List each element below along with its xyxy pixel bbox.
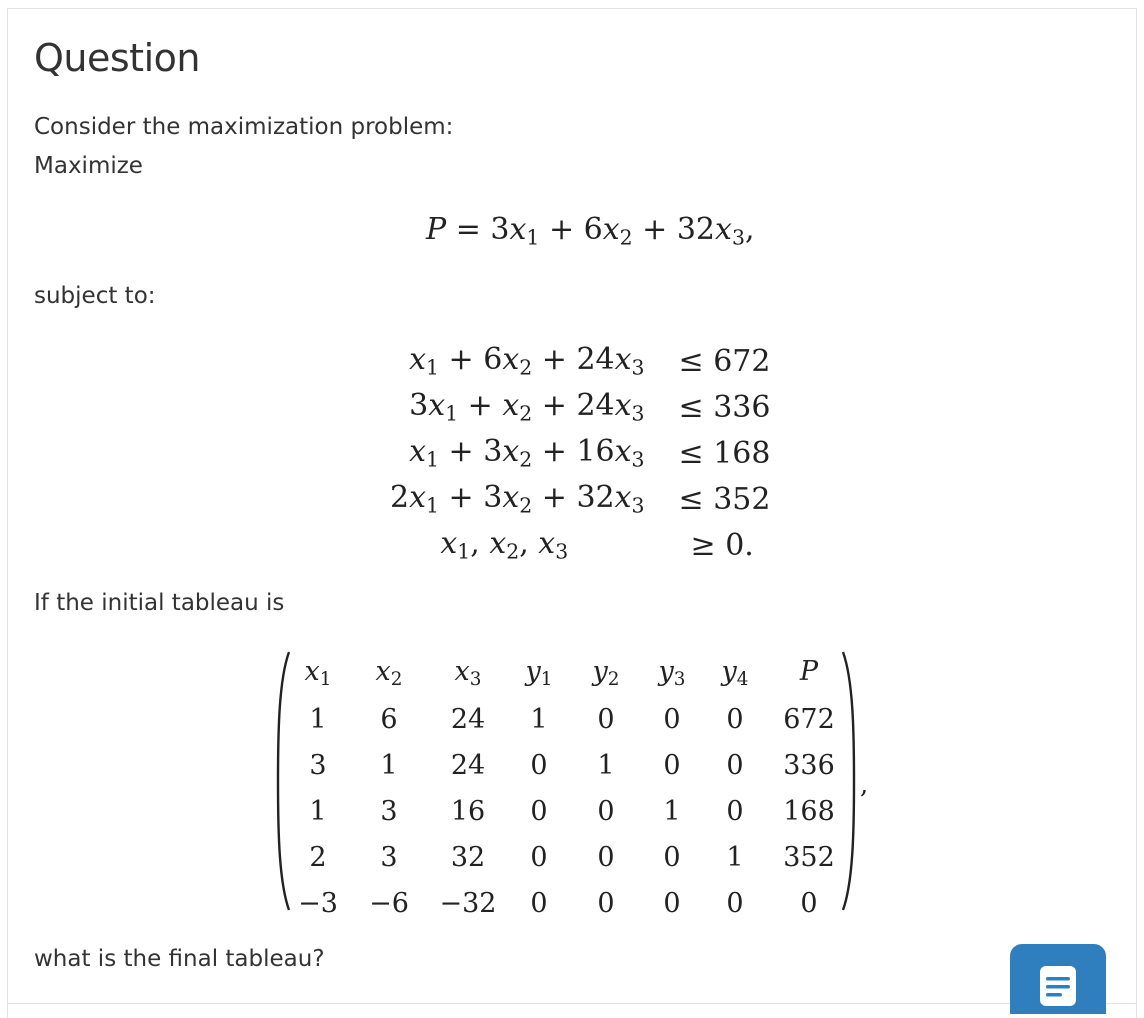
tableau-cell: 24 xyxy=(450,749,486,781)
tableau-cell: 1 xyxy=(663,795,681,827)
tableau-cell: 0 xyxy=(663,841,681,873)
tableau-header: $x_1$ xyxy=(304,655,332,691)
card-divider xyxy=(7,1003,1137,1004)
constraint-system xyxy=(390,338,770,568)
tableau-cell: 1 xyxy=(309,703,327,735)
tableau-cell: 336 xyxy=(783,749,835,781)
tableau-cell: 168 xyxy=(783,795,835,827)
chat-button[interactable] xyxy=(1010,944,1106,1014)
tableau-header: $y_1$ xyxy=(525,655,553,691)
tableau-cell: 0 xyxy=(530,795,548,827)
objective-term: $32x_3$ xyxy=(676,212,745,250)
tableau-header: $y_3$ xyxy=(658,655,686,691)
tableau-cell: 0 xyxy=(530,887,548,919)
tableau-header: $x_3$ xyxy=(454,655,482,691)
tableau-cell: 6 xyxy=(380,703,398,735)
tableau-cell: 0 xyxy=(726,703,744,735)
tableau-header: $x_2$ xyxy=(375,655,403,691)
tableau-cell: 16 xyxy=(450,795,486,827)
tableau-row xyxy=(290,696,854,742)
tableau-header-row xyxy=(290,650,854,696)
tableau-cell: 0 xyxy=(800,887,818,919)
tableau-cell: 3 xyxy=(380,841,398,873)
tableau-cell: 24 xyxy=(450,703,486,735)
tableau-grid xyxy=(290,650,854,926)
tableau-cell: 3 xyxy=(309,749,327,781)
tableau-cell: 672 xyxy=(783,703,835,735)
tableau-cell: 0 xyxy=(530,749,548,781)
tableau-row xyxy=(290,834,854,880)
tableau-cell: 0 xyxy=(663,703,681,735)
maximize-label: Maximize xyxy=(34,153,143,179)
constraint-row: $x_1 + 3x_2 + 16x_3$ ≤ 168 xyxy=(409,434,771,472)
tableau-header: $y_2$ xyxy=(592,655,620,691)
tableau-cell: 0 xyxy=(597,703,615,735)
constraint-row: $3x_1 + x_2 + 24x_3$ ≤ 336 xyxy=(409,388,771,426)
objective-term: $6x_2$ xyxy=(583,212,633,250)
tableau-header: $y_4$ xyxy=(721,655,749,691)
tableau-cell: 3 xyxy=(380,795,398,827)
subject-to-label: subject to: xyxy=(34,283,156,309)
intro-text: Consider the maximization problem: xyxy=(34,114,454,140)
constraint-row: $x_1 + 6x_2 + 24x_3$ ≤ 672 xyxy=(409,342,771,380)
tableau-cell: 0 xyxy=(663,887,681,919)
tableau-cell: 0 xyxy=(530,841,548,873)
tableau-cell: 32 xyxy=(450,841,486,873)
tableau-trailing-comma: , xyxy=(860,770,869,800)
right-paren xyxy=(842,650,856,912)
objective-function: $P = 3x_1 + 6x_2 + 32x_3$, xyxy=(426,212,755,250)
tableau-cell: 1 xyxy=(597,749,615,781)
tableau-cell: 0 xyxy=(726,887,744,919)
tableau-header: P xyxy=(799,655,819,687)
objective-lhs: P xyxy=(426,212,447,247)
tableau-row xyxy=(290,742,854,788)
nonnegativity-row: $x_1$, $x_2$, $x_3$ ≥ 0. xyxy=(440,526,754,564)
chat-lines-icon xyxy=(1010,944,1106,1014)
tableau-row xyxy=(290,788,854,834)
question-title: Question xyxy=(34,36,200,80)
tableau-cell: 1 xyxy=(530,703,548,735)
tableau-cell: 1 xyxy=(726,841,744,873)
objective-term: $3x_1$ xyxy=(490,212,540,250)
tableau-cell: 352 xyxy=(783,841,835,873)
tableau-cell: −32 xyxy=(439,887,497,919)
tableau-cell: 0 xyxy=(726,795,744,827)
tableau-cell: 0 xyxy=(726,749,744,781)
initial-tableau-matrix xyxy=(276,650,856,920)
final-question-text: what is the final tableau? xyxy=(34,946,325,972)
tableau-cell: 0 xyxy=(663,749,681,781)
left-paren xyxy=(276,650,290,912)
tableau-cell: 1 xyxy=(309,795,327,827)
tableau-cell: 2 xyxy=(309,841,327,873)
tableau-cell: 1 xyxy=(380,749,398,781)
constraint-row: $2x_1 + 3x_2 + 32x_3$ ≤ 352 xyxy=(390,480,771,518)
tableau-cell: 0 xyxy=(597,841,615,873)
tableau-cell: −6 xyxy=(369,887,409,919)
tableau-cell: 0 xyxy=(597,795,615,827)
tableau-label: If the initial tableau is xyxy=(34,590,285,616)
tableau-cell: −3 xyxy=(298,887,338,919)
tableau-row xyxy=(290,880,854,926)
tableau-cell: 0 xyxy=(597,887,615,919)
